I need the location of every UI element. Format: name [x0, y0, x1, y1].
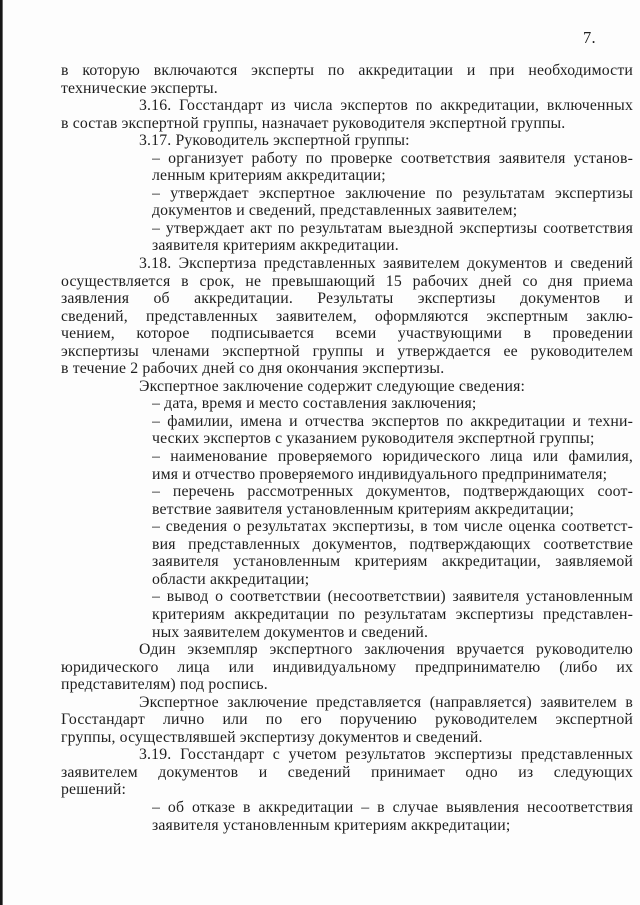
list-item [152, 518, 633, 588]
text-line: представителям) под роспись. [61, 676, 268, 694]
text-line: заявителем документов и сведений принимает одно из следующих [61, 763, 633, 781]
paragraph [61, 97, 633, 132]
text-line: – утверждает акт по результатам выездной экспертизы соответствия [152, 219, 633, 237]
text-line: заявления об аккредитации. Результаты экспертизы документов и [61, 290, 633, 308]
text-line: 3.18. Экспертиза представленных заявителем документов и сведений [139, 255, 633, 273]
scan-edge-artifact [0, 0, 3, 905]
text-line: имя и отчество проверяемого индивидуального предпринимателя; [152, 465, 608, 483]
text-line: технические эксперты. [61, 79, 218, 97]
text-line: юридического лица или индивидуальному предпринимателю (либо их [61, 658, 633, 676]
list-item [152, 185, 633, 220]
paragraph [61, 641, 633, 694]
paragraph [61, 62, 633, 97]
text-line: осуществляется в срок, не превышающий 15 рабочих дней со дня приема [61, 272, 633, 290]
list-item [152, 413, 633, 448]
list-item [152, 448, 633, 483]
text-line: ческих экспертов с указанием руководителя экспертной группы; [152, 430, 595, 448]
text-line: документов и сведений, представленных заявителем; [152, 202, 518, 220]
page-number: 7. [583, 28, 596, 47]
paragraph [61, 132, 633, 150]
list-item [152, 395, 633, 413]
text-line: – утверждает экспертное заключение по результатам экспертизы [152, 184, 633, 202]
text-line: чением, которое подписывается всеми участвующими в проведении [61, 325, 633, 343]
text-line: ленным критериям аккредитации; [152, 167, 386, 185]
list-item [152, 150, 633, 185]
dash-list [152, 799, 633, 834]
list-item [152, 799, 633, 834]
paragraph [61, 694, 633, 747]
text-line: группы, осуществлявшей экспертизу документов и сведений. [61, 728, 483, 746]
text-line: Экспертное заключение содержит следующие сведения: [139, 377, 526, 395]
text-line: Один экземпляр экспертного заключения вручается руководителю [139, 641, 633, 659]
text-line: в течение 2 рабочих дней со дня окончания экспертизы. [61, 360, 445, 378]
text-line: Экспертное заключение представляется (направляется) заявителем в [139, 693, 633, 711]
text-line: 3.19. Госстандарт с учетом результатов экспертизы представленных [139, 746, 633, 764]
text-line: сведений, представленных заявителем, оформляются экспертным заклю- [61, 307, 633, 325]
text-line: – наименование проверяемого юридического лица или фамилия, [152, 448, 633, 466]
document-body [61, 62, 633, 834]
paragraph [61, 378, 633, 396]
text-line: – перечень рассмотренных документов, подтверждающих соот- [152, 483, 633, 501]
text-line: – дата, время и место составления заключения; [152, 395, 477, 413]
list-item [152, 220, 633, 255]
paragraph [61, 746, 633, 799]
text-line: 3.16. Госстандарт из числа экспертов по аккредитации, включенных [139, 97, 633, 115]
list-item [152, 588, 633, 641]
text-line: в состав экспертной группы, назначает руководителя экспертной группы. [61, 114, 566, 132]
text-line: – организует работу по проверке соответствия заявителя установ- [152, 149, 633, 167]
text-line: области аккредитации; [152, 570, 310, 588]
text-line: – вывод о соответствии (несоответствии) заявителя установленным [152, 588, 633, 606]
text-line: заявителя установленным критериям аккредитации; [152, 816, 511, 834]
text-line: решений: [61, 781, 127, 799]
text-line: – сведения о результатах экспертизы, в том числе оценка соответст- [152, 518, 633, 536]
text-line: экспертизы членами экспертной группы и утверждается ее руководителем [61, 342, 633, 360]
text-line: вия представленных документов, подтверждающих соответствие [152, 535, 633, 553]
text-line: в которую включаются эксперты по аккредитации и при необходимости [61, 62, 633, 79]
paragraph [61, 255, 633, 378]
dash-list [152, 150, 633, 255]
text-line: Госстандарт лично или по его поручению руководителем экспертной [61, 711, 633, 729]
text-line: ных заявителем документов и сведений. [152, 623, 429, 641]
text-line: заявителя критериям аккредитации. [152, 237, 399, 255]
text-line: ветствие заявителя установленным критериям аккредитации; [152, 500, 575, 518]
list-item [152, 483, 633, 518]
text-line: – фамилии, имена и отчества экспертов по аккредитации и техни- [152, 412, 633, 430]
text-line: заявителя установленным критериям аккредитации, заявляемой [152, 553, 633, 571]
text-line: 3.17. Руководитель экспертной группы: [139, 132, 410, 150]
dash-list [152, 395, 633, 641]
text-line: – об отказе в аккредитации – в случае выявления несоответствия [152, 798, 633, 816]
text-line: критериям аккредитации по результатам экспертизы представлен- [152, 605, 633, 623]
